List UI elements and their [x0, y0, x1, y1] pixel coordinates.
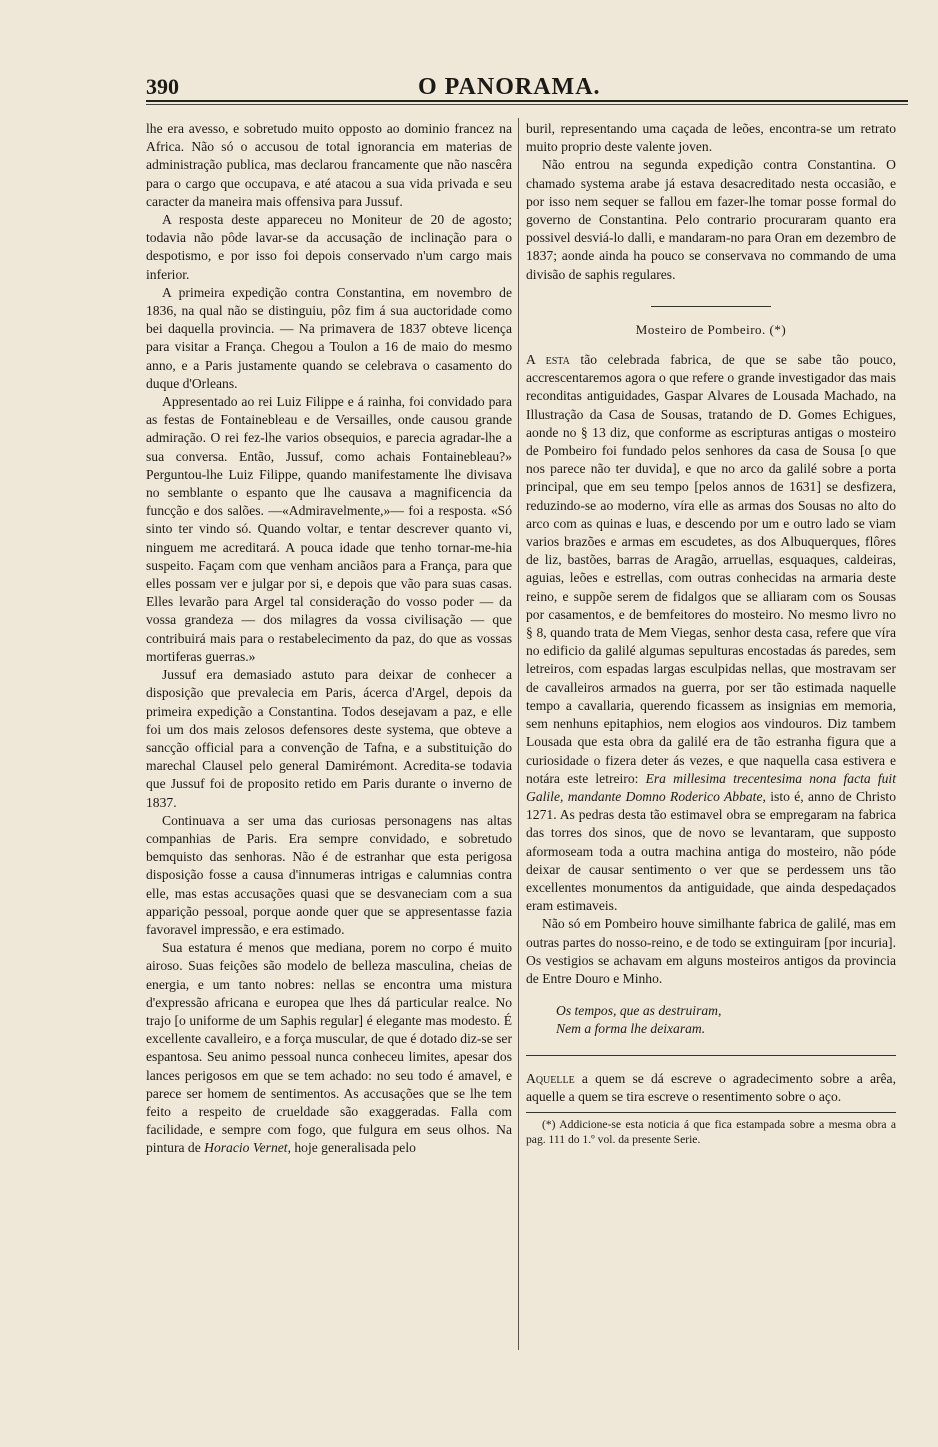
paragraph: Não entrou na segunda expedição contra Constantina. O chamado systema arabe já estava desacreditado nesta occasião, e por isso nem sequer se fallou em fazer-lhe tomar posse formal do governo de Constantina. Pelo contrario procuraram quanto era possivel desviá-lo dalli, e mandaram-no para Oran em dezembro de 1837; aonde ainda ha pouco se conservava no commando de uma divisão de saphis regulares. [526, 157, 896, 282]
page-number: 390 [146, 74, 179, 99]
paragraph: Appresentado ao rei Luiz Filippe e á rainha, foi convidado para as festas de Fontainebleau e de Versailles, onde causou grande admiração. O rei fez-lhe varios obsequios, e parecia agradar-lhe a sua conversa. Então, Jussuf, como achais Fontainebleau?» Perguntou-lhe Luiz Filippe, quando manifestamente lhe divisava no semblante o espanto que lhe causava a magnificencia da funcção e dos salões. —«Admiravelmente,»— foi a resposta. «Só sinto ter vindo só. Quando voltar, e tentar descrever quanto vi, ninguem me acreditará. A pouca idade que tenho tornar-me-hia suspeito. Façam com que venham anciãos para a França, para que elles possam ver e julgar por si, e depois que vão para suas casas. Elles levarão para Argel tal consideração do vosso poder — da vossa grandeza — dos milagres da vossa civilisação — que contribuirá mais para o restabelecimento da paz, do que as vossas mortiferas guerras.» [146, 394, 512, 664]
right-column [526, 120, 896, 1147]
footnote: (*) Addicione-se esta noticia á que fica estampada sobre a mesma obra a pag. 111 do 1.º vol. da presente Serie. [526, 1117, 896, 1146]
left-column [146, 120, 512, 1158]
footnote-rule [526, 1112, 896, 1113]
verse-line: Os tempos, que as destruiram, [556, 1003, 722, 1019]
latin-inscription: Era millesima trecentesima nona facta fuit Galile, mandante Domno Roderico Abbate [526, 770, 896, 804]
paragraph: A resposta deste appareceu no Moniteur de 20 de agosto; todavia não pôde lavar-se da accusação de inclinação para o despotismo, e por isso foi depois conservado n'um cargo mais inferior. [146, 212, 512, 282]
paragraph-tail: , hoje generalisada pelo [287, 1140, 416, 1156]
paragraph: Jussuf era demasiado astuto para deixar de conhecer a disposição que prevalecia em Paris, ácerca d'Argel, depois da primeira expedição a Constantina. Todos desejavam a paz, e elle foi um dos mais zelosos defensores deste systema, que obteve a sancção official para a convenção de Tafna, e a substituição do marechal Clausel pelo general Damirémont. Acredita-se todavia que Jussuf foi de proposito retido em Paris durante o inverno de 1837. [146, 667, 512, 810]
paragraph: A primeira expedição contra Constantina, em novembro de 1836, na qual não se distinguiu, pôz fim á sua auctoridade como bei daquella provincia. — Na primavera de 1837 obteve licença para visitar a França. Chegou a Toulon a 16 de maio do mesmo anno, e a Paris justamente quando se celebrava o casamento do duque d'Orleans. [146, 284, 512, 391]
section-paragraph [526, 351, 896, 915]
section-divider [651, 306, 771, 307]
verse-quote [556, 1002, 896, 1038]
paragraph-last [146, 939, 512, 1157]
paragraph-text: Sua estatura é menos que mediana, porem no corpo é muito airoso. Suas feições são modelo de belleza masculina, cheias de energia, e um tanto nobres: nellas se encontra uma mistura d'expressão africana e europea que lhes dá particular realce. No trajo [o uniforme de um Saphis regular] é elegante mas modesto. É excellente cavalleiro, e a força muscular, de que é dotado diz-se ser espantosa. Seu animo pessoal nunca conheceu limites, apesar dos lances perigosos em que se tem achado: no seu todo é amavel, e parece ser homem de sentimentos. As accusações que se lhe tem feito a respeito de crueldade são exaggeradas. Falla com facilidade, e sempre com fogo, que fulgura em seus olhos. Na pintura de [146, 940, 512, 1156]
verse-line: Nem a forma lhe deixaram. [556, 1021, 706, 1037]
section-title: Mosteiro de Pombeiro. (*) [635, 321, 787, 337]
section-opening-words: A esta [526, 352, 570, 368]
paragraph: buril, representando uma caçada de leões, encontra-se um retrato muito proprio deste valente joven. [526, 121, 896, 155]
header-rule-thick [146, 100, 908, 102]
paragraph: Não só em Pombeiro houve similhante fabrica de galilé, mas em outras partes do nosso-reino, e de todo se extinguiram [por incuria]. Os vestigios se achavam em alguns mosteiros antigos da provincia de Entre Douro e Minho. [526, 916, 896, 986]
header-rule-thin [146, 104, 908, 105]
maxim-divider [526, 1055, 896, 1056]
paragraph: lhe era avesso, e sobretudo muito opposto ao dominio francez na Africa. Não só o accusou de total ignorancia em materias de administração publica, mas declarou francamente que não nascêra para o cargo que occupava, e até atacou a sua vida privada e seu caracter da maneira mais offensiva para Jussuf. [146, 121, 512, 209]
column-separator [518, 118, 519, 1350]
journal-title: O PANORAMA. [418, 74, 601, 100]
maxim-opening-word: Aquelle [526, 1070, 575, 1086]
paragraph: Continuava a ser uma das curiosas personagens nas altas companhias de Paris. Era sempre convidado, e sobretudo bemquisto das senhoras. Não é de estranhar que esta perigosa disposição fosse a causa d'innumeras intrigas e calumnias contra elle, mas estas accusações quasi que se desvaneciam com a sua apparição pessoal, porque aonde quer que se appresentasse fazia favoravel impressão, e era estimado. [146, 812, 512, 937]
maxim-paragraph [526, 1070, 896, 1106]
paragraph-text: tão celebrada fabrica, de que se sabe tão pouco, accrescentaremos agora o que refere o grande investigador das mais reconditas antiguidades, Gaspar Alvares de Lousada Machado, na Illustração da Casa de Sousas, tratando de D. Gomes Echigues, aonde no § 13 diz, que conforme as escripturas antigas o mosteiro de Pombeiro foi fundado pelos senhores da casa de Sousa [o que nos parece não ter duvida], e que no arco da galilé sobre a porta principal, que em seu tempo [pelos annos de 1631] se desfizera, reduzindo-se ao moderno, víra elle as armas dos Sousas no alto do arco com as quinas e luas, e descendo por um e outro lado se viam varios brazões e armas em escudetes, as dos Albuquerques, flôres de liz, bastões, barras de Aragão, arruellas, esquaques, caldeiras, aguias, leões e estrellas, com outras conhecidas na armaria deste reino, e suppõe serem de fidalgos que se alliaram com os Sousas por casamentos, e de bemfeitores do mosteiro. No mesmo livro no § 8, quando trata de Mem Viegas, senhor desta casa, refere que víra no edificio da galilé algumas sepulturas encostadas ás paredes, sem letreiros, com espadas largas esculpidas nellas, que mostravam ser de cavalleiros armados na guerra, por ser tão estimada naquelle tempo a cavallaria, querendo ficassem as insignias em memoria, sem nenhuns epitaphios, nem elogios aos vindouros. Diz tambem Lousada que esta obra da galilé era de tão estranha figura que a curiosidade o fizera deter ás vezes, e que naquella casa estivera e notára este letreiro: [526, 352, 896, 786]
paragraph-text: , isto é, anno de Christo 1271. As pedras desta tão estimavel obra se empregaram na fabrica das torres dos sinos, que de novo se levantaram, que supposto aformoseam toda a outra machina antiga do mosteiro, não póde deixar de causar sentimento o ver que se perdessem uns tão excellentes monumentos da antiguidade, que ainda despedaçados eram estimaveis. [526, 788, 896, 914]
paragraph-text: a quem se dá escreve o agradecimento sobre a arêa, aquelle a quem se tira escreve o resentimento sobre o aço. [526, 1070, 896, 1104]
painter-name: Horacio Vernet [204, 1140, 288, 1156]
